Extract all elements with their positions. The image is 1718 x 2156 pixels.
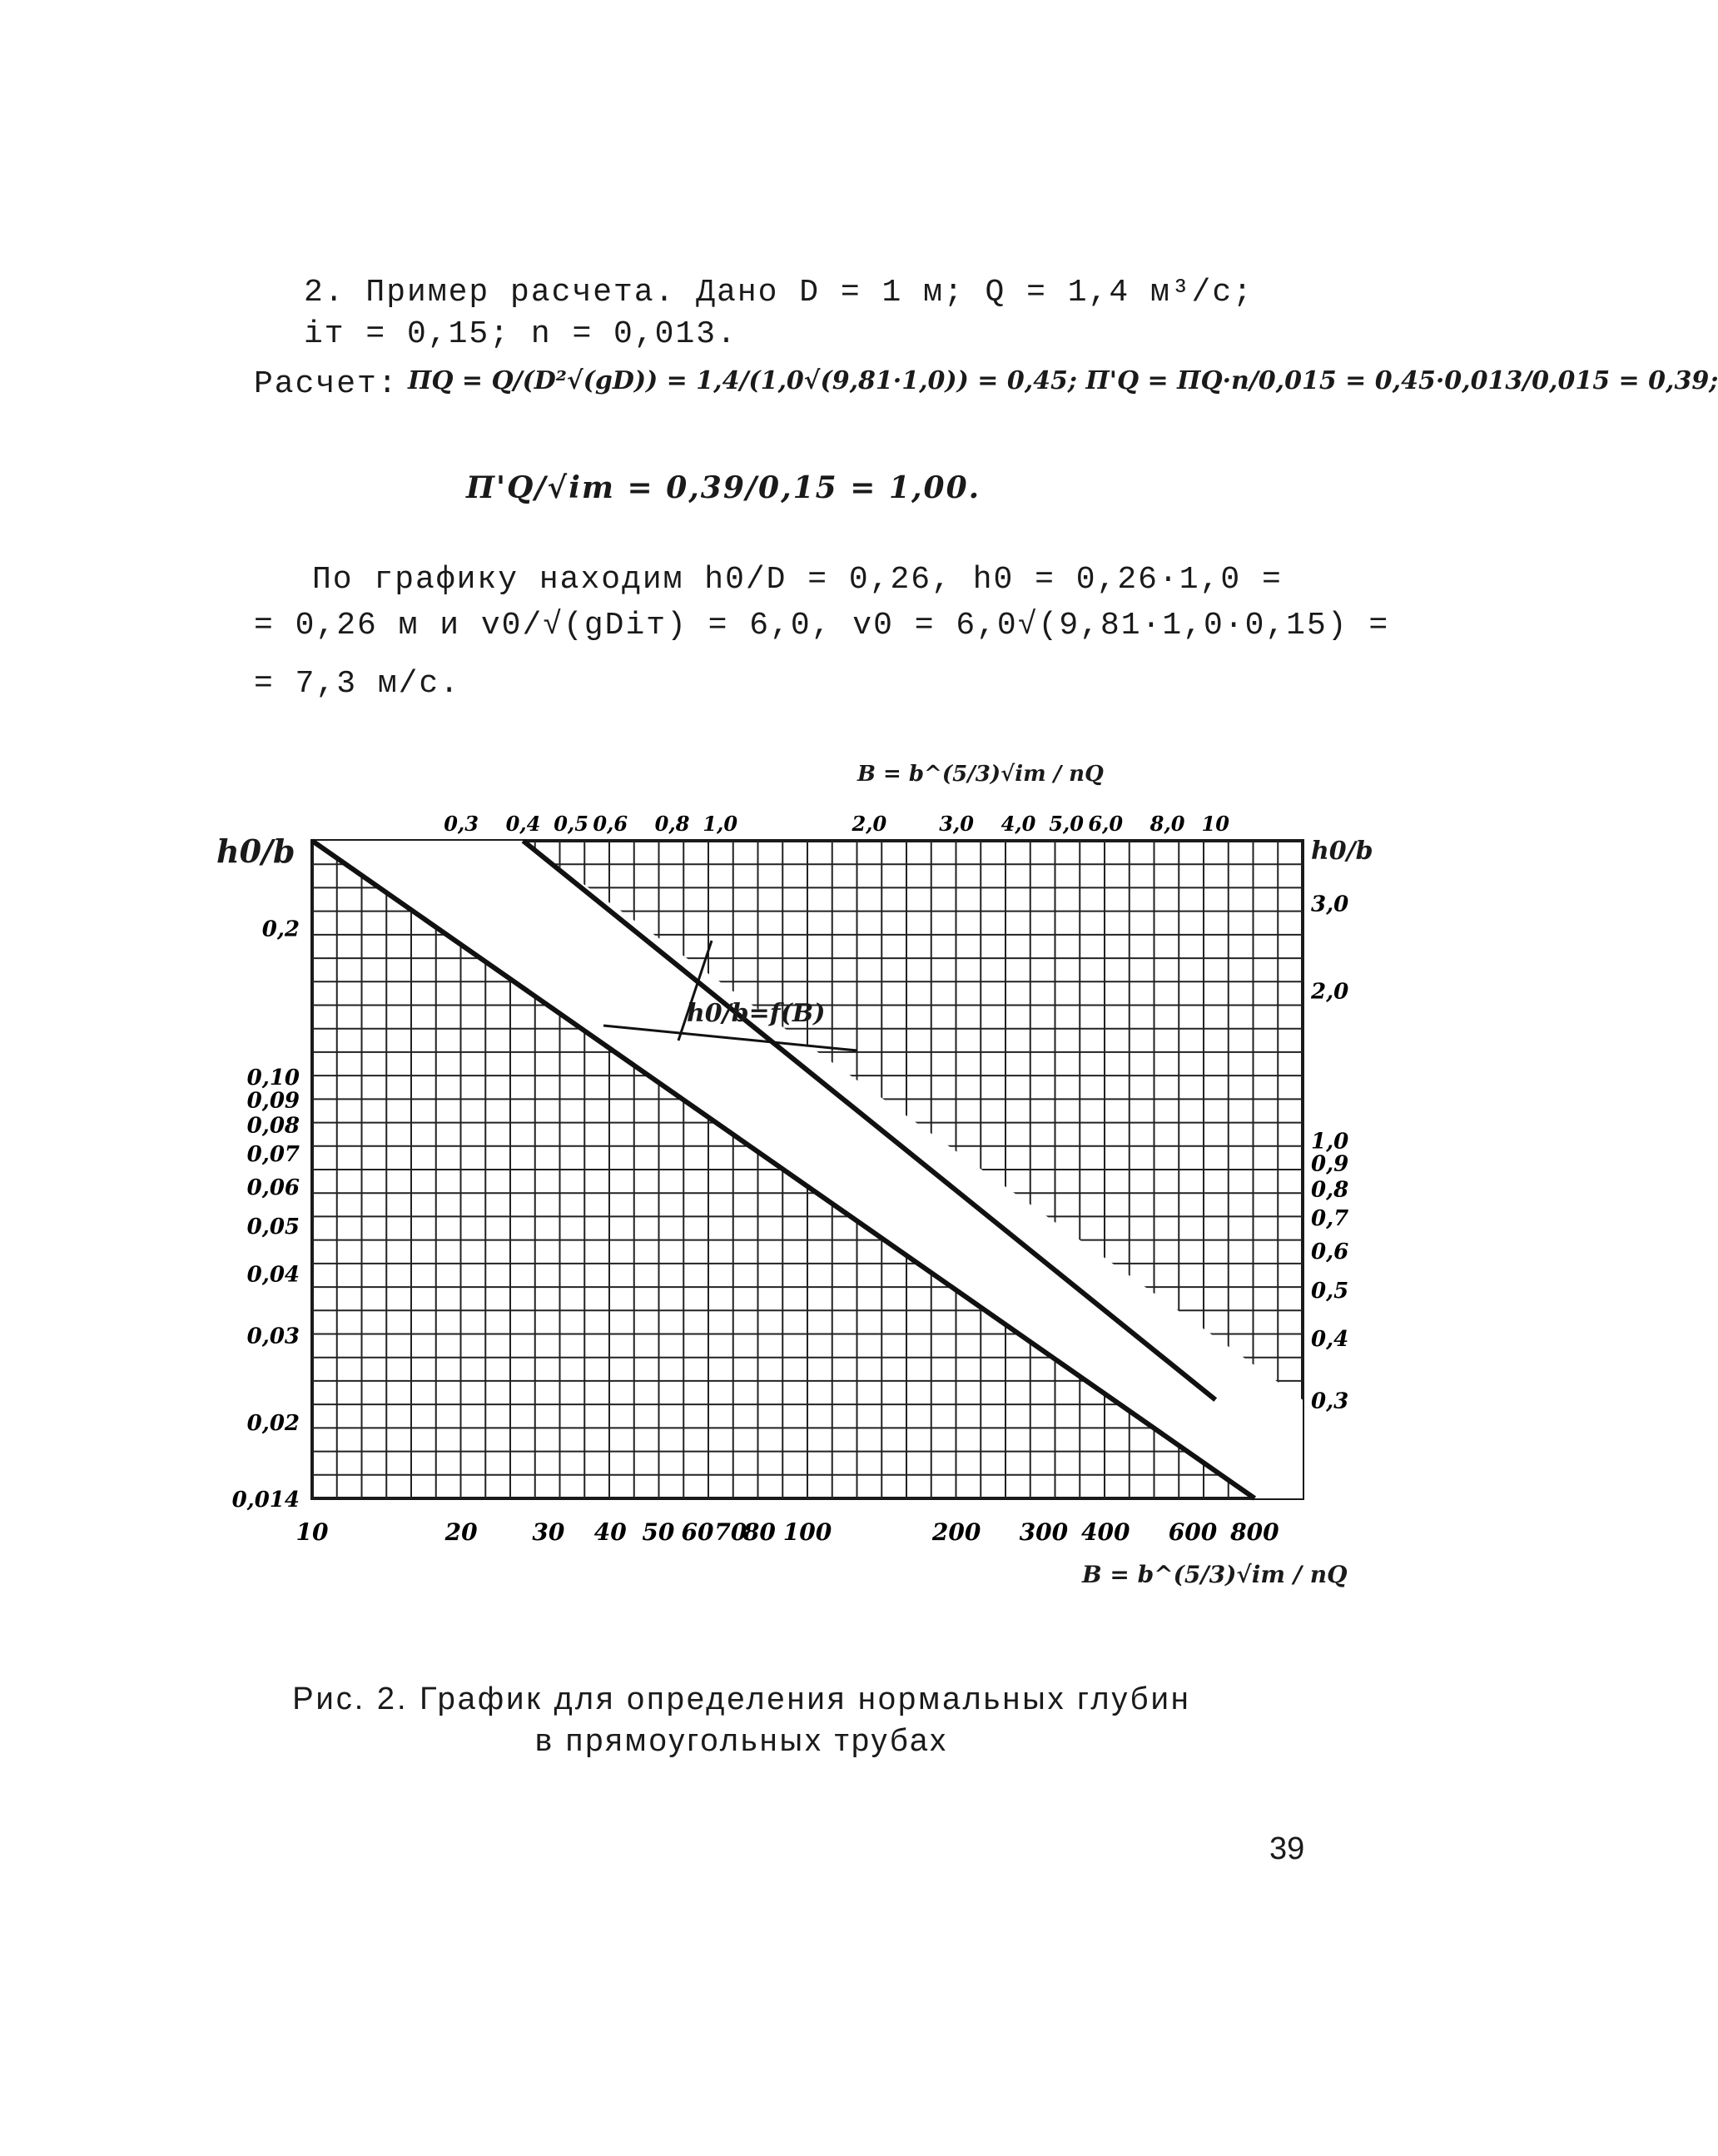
example-line-2: iт = 0,15; n = 0,013.	[304, 316, 737, 352]
top-axis-label: B = b^(5/3)√iт / nQ	[857, 762, 1104, 787]
result-line-1: = 0,26 м и v0/√(gDiт) = 6,0, v0 = 6,0√(9,81·1,0·0,15) =	[254, 608, 1390, 643]
x-top-tick-label: 4,0	[1001, 812, 1036, 836]
y-left-tick-label: 0,05	[246, 1214, 300, 1239]
y-right-tick-label: 1,0	[1311, 1129, 1349, 1155]
y-left-tick-label: 0,03	[246, 1324, 300, 1349]
y-right-tick-label: 0,3	[1311, 1388, 1349, 1414]
y-left-tick-label: 0,014	[231, 1488, 300, 1513]
x-bottom-tick-label: 600	[1168, 1518, 1218, 1546]
y-left-tick-label: 0,2	[261, 917, 300, 942]
y-left-tick-label: 0,07	[246, 1142, 300, 1168]
x-top-tick-label: 0,3	[444, 812, 479, 836]
y-left-tick-label: 0,06	[246, 1175, 300, 1200]
x-bottom-tick-label: 70	[714, 1518, 747, 1546]
x-bottom-tick-label: 10	[295, 1518, 329, 1546]
x-top-tick-label: 0,4	[505, 812, 541, 836]
figure-caption-line-1: Рис. 2. График для определения нормальных глубин	[292, 1682, 1191, 1716]
y-right-tick-label: 0,8	[1311, 1177, 1349, 1203]
x-bottom-tick-label: 100	[782, 1518, 832, 1546]
right-axis-label: h0/b	[1311, 837, 1373, 866]
x-top-tick-label: 0,6	[593, 812, 628, 836]
x-top-tick-label: 10	[1201, 812, 1229, 836]
x-bottom-tick-label: 40	[593, 1518, 627, 1546]
x-bottom-tick-label: 80	[742, 1518, 776, 1546]
y-right-tick-label: 0,6	[1311, 1239, 1349, 1264]
y-left-tick-label: 0,02	[246, 1411, 300, 1437]
y-right-tick-label: 0,9	[1311, 1151, 1349, 1177]
calc-label: Расчет:	[254, 366, 399, 402]
series-line-upper	[523, 841, 1215, 1400]
x-bottom-tick-label: 200	[931, 1518, 981, 1546]
calc-formula: ПQ = Q/(D²√(gD)) = 1,4/(1,0√(9,81·1,0)) = 0,45; П'Q = ПQ·n/0,015 = 0,45·0,013/0,015 = 0,39;	[408, 366, 1718, 395]
x-bottom-tick-label: 30	[532, 1518, 565, 1546]
x-top-tick-label: 8,0	[1149, 812, 1185, 836]
x-bottom-tick-label: 50	[642, 1518, 675, 1546]
ratio-formula: П'Q/√iт = 0,39/0,15 = 1,00.	[466, 470, 981, 505]
x-top-tick-label: 0,8	[654, 812, 690, 836]
y-left-tick-label: 0,04	[246, 1262, 300, 1288]
left-axis-label: h0/b	[216, 832, 295, 870]
x-top-tick-label: 5,0	[1049, 812, 1084, 836]
x-top-tick-label: 3,0	[939, 812, 974, 836]
x-top-tick-label: 0,5	[554, 812, 588, 836]
x-top-tick-label: 2,0	[852, 812, 887, 836]
x-bottom-tick-label: 800	[1230, 1518, 1279, 1546]
y-left-tick-label: 0,08	[246, 1113, 300, 1139]
y-right-tick-label: 0,5	[1311, 1279, 1349, 1304]
example-line-1: 2. Пример расчета. Дано D = 1 м; Q = 1,4 м³/с;	[304, 275, 1254, 310]
y-right-tick-label: 3,0	[1311, 892, 1349, 917]
x-bottom-tick-label: 20	[444, 1518, 478, 1546]
x-bottom-tick-label: 400	[1080, 1518, 1130, 1546]
figure-caption-line-2: в прямоугольных трубах	[534, 1723, 949, 1758]
y-left-tick-label: 0,10	[246, 1066, 300, 1091]
bottom-axis-label: B = b^(5/3)√iт / nQ	[1082, 1561, 1348, 1588]
page-number: 39	[1269, 1831, 1305, 1866]
x-top-tick-label: 6,0	[1088, 812, 1124, 836]
x-bottom-tick-label: 300	[1019, 1518, 1069, 1546]
y-left-tick-label: 0,09	[246, 1088, 300, 1114]
y-right-tick-label: 2,0	[1311, 979, 1349, 1005]
y-right-tick-label: 0,7	[1311, 1205, 1349, 1231]
curve-annotation: h0/b=f(B)	[687, 999, 826, 1028]
result-line-2: = 7,3 м/с.	[254, 666, 461, 702]
x-top-tick-label: 1,0	[703, 812, 738, 836]
x-bottom-tick-label: 60	[681, 1518, 714, 1546]
graph-line: По графику находим h0/D = 0,26, h0 = 0,26·1,0 =	[312, 562, 1283, 598]
y-right-tick-label: 0,4	[1311, 1326, 1349, 1352]
